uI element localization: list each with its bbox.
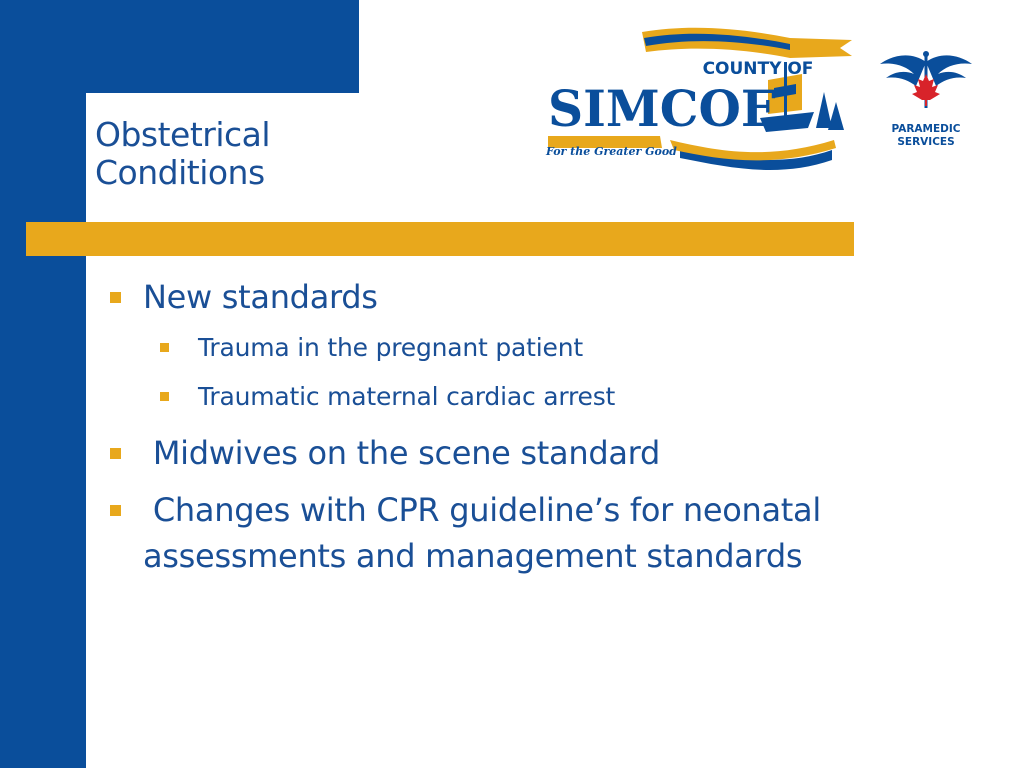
bullet-item: New standards: [143, 278, 378, 316]
sub-bullet-item: Traumatic maternal cardiac arrest: [198, 382, 616, 411]
trees-icon: [816, 92, 844, 130]
gold-divider-bar: [26, 222, 854, 256]
bullet-item: Midwives on the scene standard: [143, 434, 660, 472]
slide-title: [95, 116, 395, 192]
bullet-item: Changes with CPR guideline’s for neonatal: [143, 491, 821, 529]
tagline-text: For the Greater Good: [546, 145, 677, 158]
county-of-simcoe-logo: [540, 18, 860, 178]
sub-bullet-marker: [160, 392, 169, 401]
top-blue-block: [0, 0, 359, 93]
sub-bullet-marker: [160, 343, 169, 352]
left-blue-bar: [0, 0, 86, 768]
bullet-marker: [110, 505, 121, 516]
simcoe-text: SIMCOE: [548, 79, 778, 138]
county-of-text: COUNTY OF: [702, 59, 814, 79]
bullet-marker: [110, 292, 121, 303]
caduceus-maple-leaf-icon: [880, 51, 972, 108]
sub-bullet-item: Trauma in the pregnant patient: [198, 333, 583, 362]
bullet-marker: [110, 448, 121, 459]
services-text: SERVICES: [897, 136, 955, 148]
slide-title-line2: Conditions: [95, 153, 265, 192]
paramedic-text: PARAMEDIC: [891, 123, 961, 135]
paramedic-services-logo: [876, 48, 976, 153]
bullet-item-continuation: assessments and management standards: [143, 537, 803, 575]
slide-title-line1: Obstetrical: [95, 115, 271, 154]
